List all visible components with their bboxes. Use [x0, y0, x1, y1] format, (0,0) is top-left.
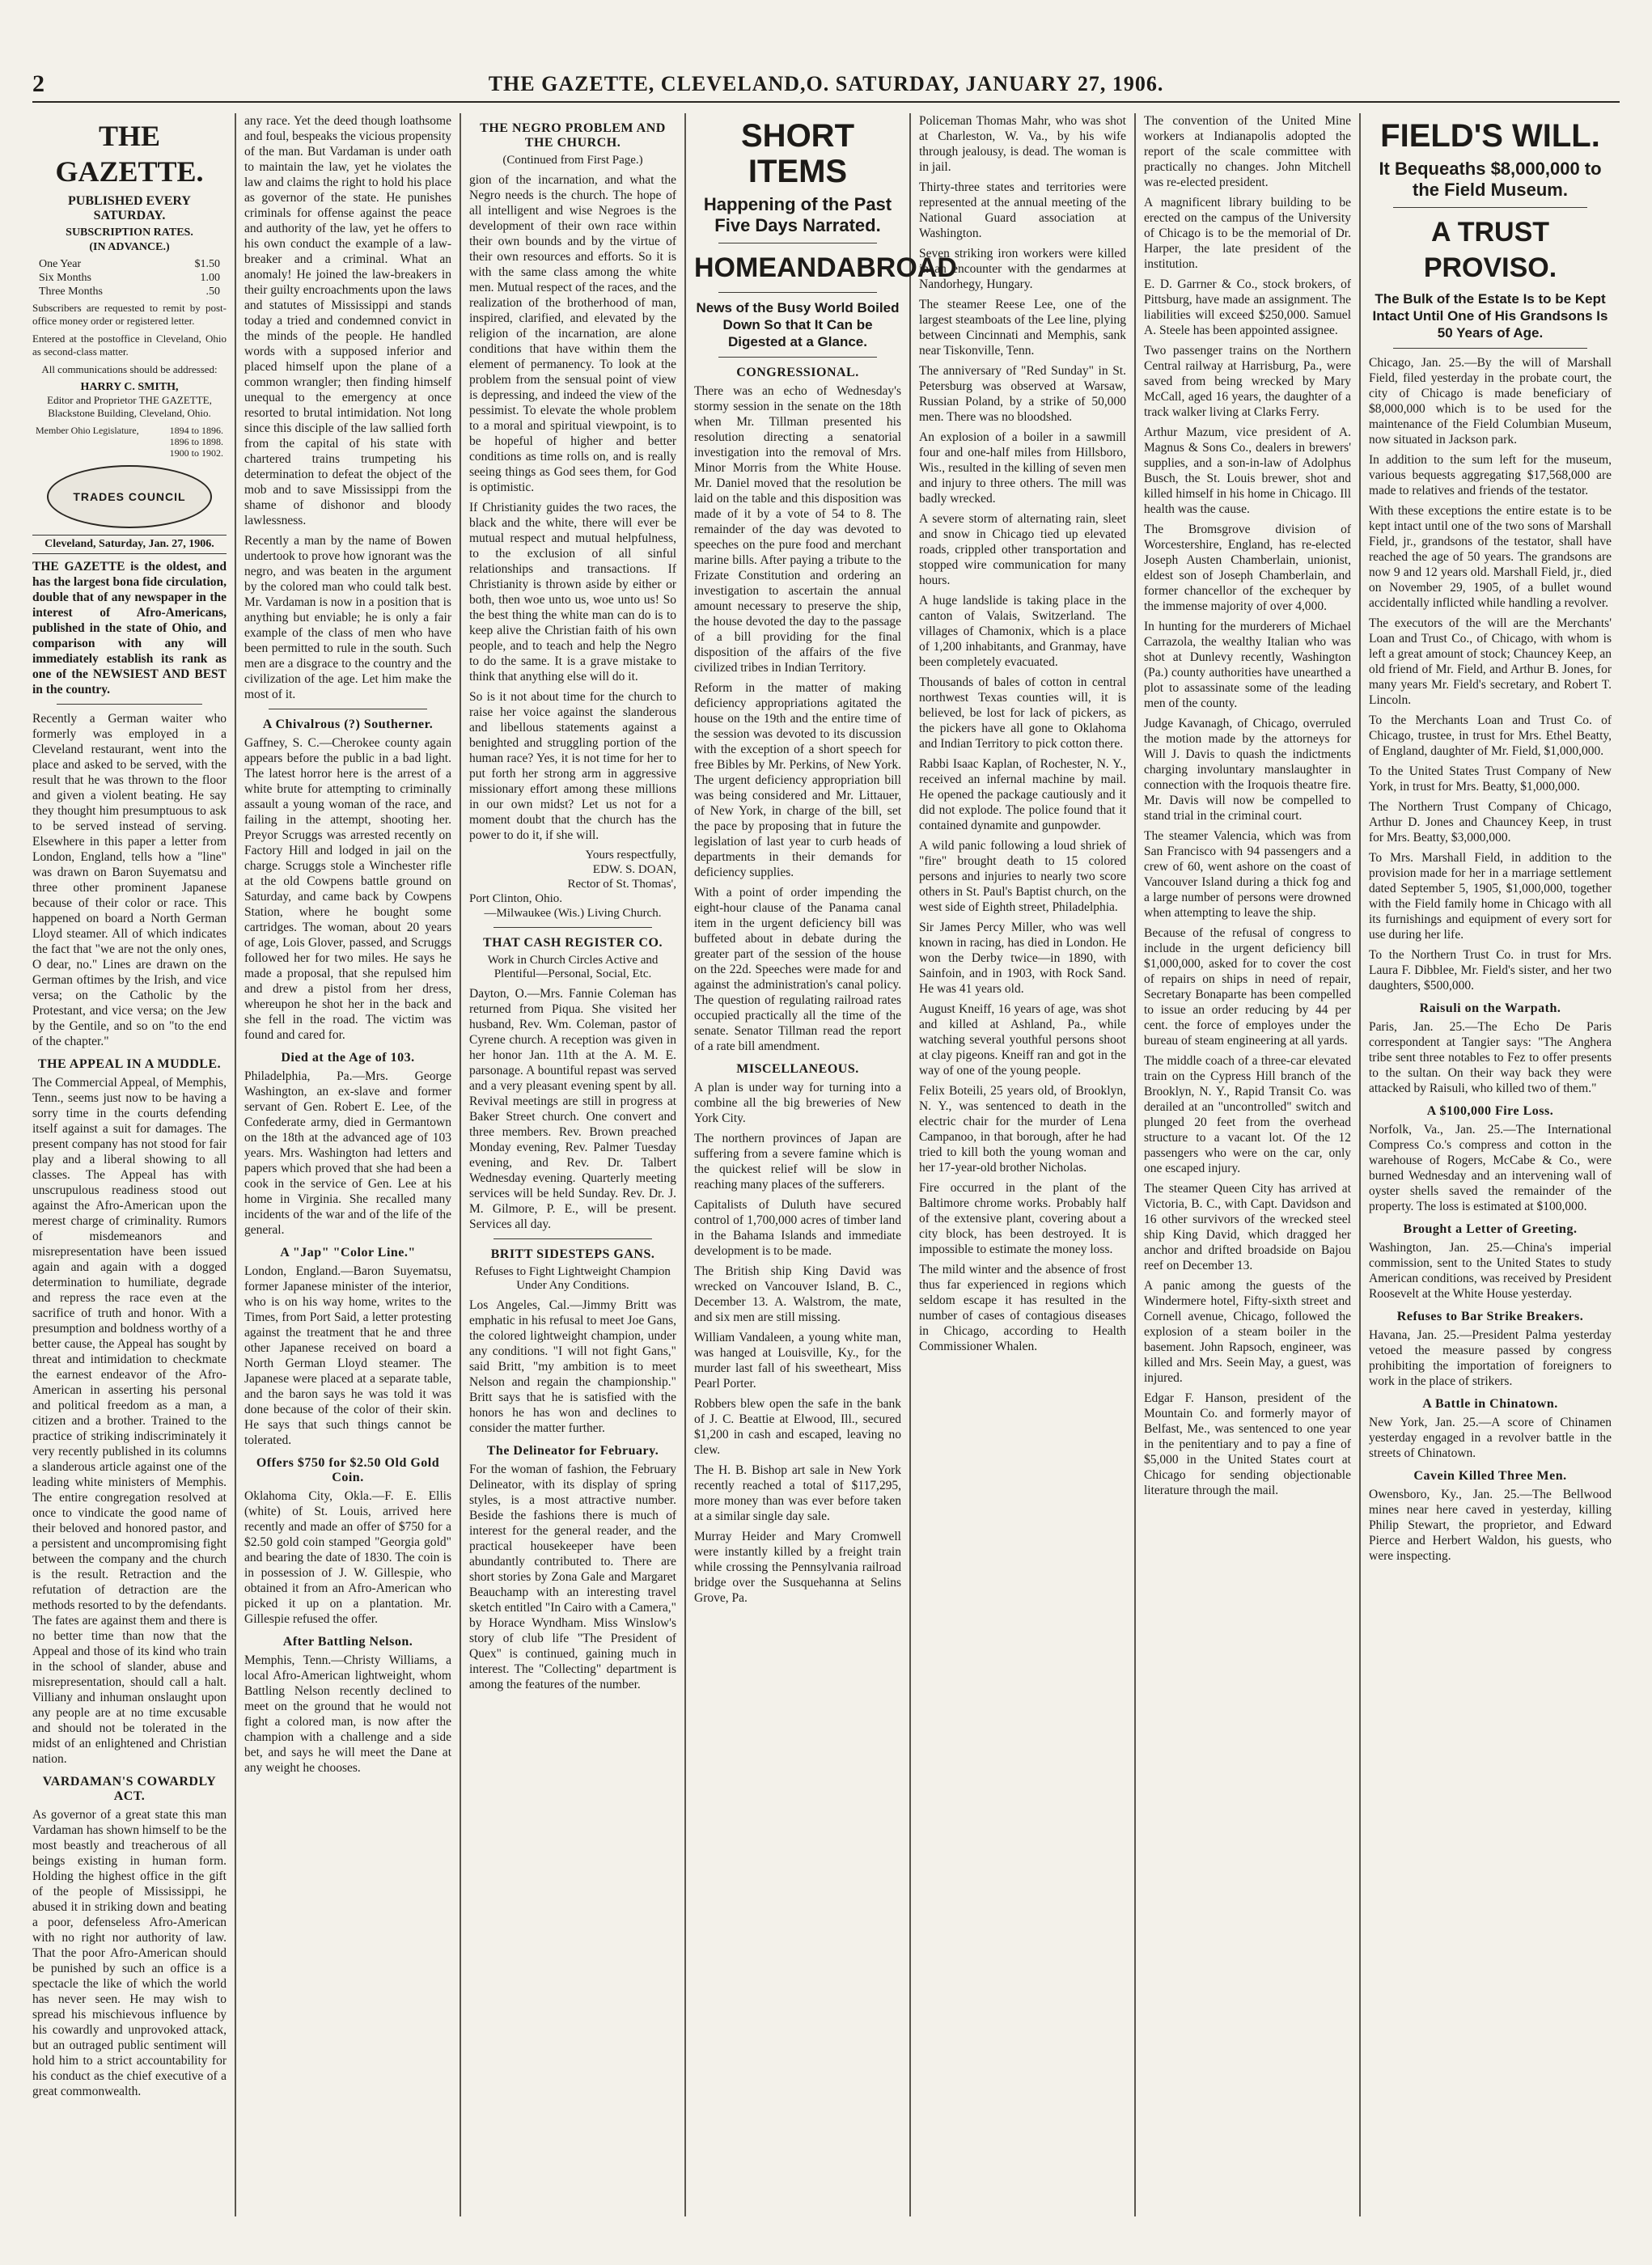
- dateline: Cleveland, Saturday, Jan. 27, 1906.: [32, 535, 227, 554]
- news-item: Murray Heider and Mary Cromwell were instantly killed by a freight train while crossing the Pennsylvania railroad bridge over the Susquehanna at Selins Grove, Pa.: [694, 1530, 901, 1605]
- article-paragraph: The executors of the will are the Merchants' Loan and Trust Co., of Chicago, with whom is left a great amount of stock; Chauncey Keep, an old friend of Mr. Field, and Arthur B. Jones, for many years Mr. Field's secretary, and Robert T. Lincoln.: [1369, 616, 1612, 707]
- editor-name: HARRY C. SMITH,: [80, 381, 179, 393]
- newspaper-page: [32, 69, 1620, 2237]
- news-item: Rabbi Isaac Kaplan, of Rochester, N. Y., received an infernal machine by mail. He opened the package cautiously and it did not explode. The police found that it contained dynamite and gunpowder.: [919, 757, 1126, 832]
- news-item: The convention of the United Mine workers at Indianapolis adopted the report of the scale committee with practically no changes. John Mitchell was re-elected president.: [1144, 114, 1351, 189]
- news-item: A magnificent library building to be erected on the campus of the University of Chicago is to be the memorial of Dr. Harper, the late president of the institution.: [1144, 196, 1351, 271]
- news-item: E. D. Garrner & Co., stock brokers, of Pittsburg, have made an assignment. The liabilities will exceed $250,000. Samuel A. Steele has been appointed assignee.: [1144, 277, 1351, 337]
- article-paragraph: Philadelphia, Pa.—Mrs. George Washington, an ex-slave and former servant of Gen. Robert E. Lee, of the Confederate army, died in Germantown on the 18th at the advanced age of 103 years. Mrs. Washington had letters and papers which proved that she had been a cook in the service of Gen. Lee at his home in Virginia. She recalled many incidents of the war and of the life of the general.: [244, 1069, 451, 1237]
- headline: THE NEGRO PROBLEM AND THE CHURCH.: [480, 121, 666, 150]
- news-item: August Kneiff, 16 years of age, was shot and killed at Ashland, Pa., while watching several youthful persons shoot at clay pigeons. Kneiff ran and got in the way of one of the young people.: [919, 1002, 1126, 1077]
- article-paragraph: Havana, Jan. 25.—President Palma yesterday vetoed the measure passed by congress prohibiting the importation of foreigners to work in the place of strikers.: [1369, 1328, 1612, 1388]
- article-paragraph: If Christianity guides the two races, the black and the white, there will ever be mutual respect and mutual helpfulness, to the exclusion of all sinful relationships and transactions. If Christianity is thrown aside by either or both, then woe unto us, woe unto us! So the best thing the white man can do is to keep alive the Christian faith of his own people, and to teach and help the Negro to do the same. It is a grave mistake to think that anything else will do it.: [469, 501, 676, 684]
- column-1: [32, 113, 227, 2229]
- masthead-title: THE GAZETTE, CLEVELAND,O. SATURDAY, JANUARY 27, 1906.: [488, 72, 1164, 95]
- article-paragraph: Oklahoma City, Okla.—F. E. Ellis (white) of St. Louis, arrived here recently and made an offer of $750 for a $2.50 gold coin stamped "Georgia gold" and bearing the date of 1830. The coin is in possession of J. W. Gillespie, who obtained it from an Afro-American who picked it up on a plantation. Mr. Gillespie refused the offer.: [244, 1489, 451, 1626]
- column-rule: [460, 113, 461, 2216]
- article-paragraph: Reform in the matter of making deficiency appropriations agitated the house on the 19th and the entire time of the session was devoted to its discussion with the exception of a short speech for free Bibles by Mr. Perkins, of New York. The urgent deficiency appropriation bill was being considered and Mr. Littauer, of New York, in charge of the bill, set the pace by proposing that in future the legislation of last year to curb heads of departments in their demands for deficiency supplies.: [694, 681, 901, 879]
- column-7: [1369, 113, 1612, 2229]
- rate-row: One Year $1.50: [39, 258, 220, 270]
- article-paragraph: Recently a man by the name of Bowen undertook to prove how ignorant was the negro, and was beaten in the argument by the colored man who could talk best. Mr. Vardaman is now in a position that is anything but enviable; he is only a fair example of the class of men who have been permitted to rule in the south. Such men are a disgrace to the country and the civilization of the age. Let him make the most of it.: [244, 534, 451, 701]
- article-paragraph: Owensboro, Ky., Jan. 25.—The Bellwood mines near here caved in yesterday, killing Philip Stewart, the proprietor, and Edward Pierce and Herbert Waldon, his guests, who were inspecting.: [1369, 1488, 1612, 1563]
- page-number: 2: [32, 70, 44, 97]
- subheadline: It Bequeaths $8,000,000 to the Field Museum.: [1379, 159, 1602, 200]
- editorial-paragraph: Recently a German waiter who formerly was employed in a Cleveland restaurant, went into the place and asked to be served, with the result that he was thrown to the floor and given a violent beating. He say they thought him presumptuous to ask to be served instead of serving. Elsewhere in this paper a letter from London, England, tells how a "line" was drawn on Baron Suyematsu and three other prominent Japanese because of their color or race. This happened on board a North German Lloyd steamer. All of which indicates the fact that "we are not the only ones, O dear, no." Lines are drawn on the German oftimes by the Irish, and vice versa; on the Catholic by the Protestant, and vice versa; on the Jew by the Gentile, and so on "to the end of the chapter.": [32, 712, 227, 1048]
- legislature-line: Member Ohio Legislature, 1894 to 1896. 1896 to 1898. 1900 to 1902.: [36, 425, 223, 459]
- headline-home-abroad: HOMEANDABROAD: [694, 252, 957, 283]
- headline: A Chivalrous (?) Southerner.: [262, 718, 434, 731]
- article-paragraph: Chicago, Jan. 25.—By the will of Marshall Field, filed yesterday in the probate court, the city of Chicago is made beneficiary of $8,000,000 which is to be used for the maintenance of the Field Columbian Museum, now situated in Jackson park.: [1369, 356, 1612, 447]
- subheadline: Refuses to Fight Lightweight Champion Under Any Conditions.: [475, 1265, 671, 1292]
- news-item: An explosion of a boiler in a sawmill four and one-half miles from Hillsboro, Wis., resulted in the killing of seven men and injury to three others. The mill was badly wrecked.: [919, 430, 1126, 506]
- article-paragraph: gion of the incarnation, and what the Negro needs is the church. The hope of all intelligent and wise Negroes is the development of their own race within their own bounds and by the virtue of their own resources and efforts. So it is with the same class among the white men. Mutual respect of the races, and the realization of the brotherhood of man, inspired, clarified, and elevated by the religion of the incarnation, are alone conditions that have within them the element of permanency. To look at the problem from the sensual point of view is depressing, and indeed the view of the pessimist. To elevate the whole problem to a moral and spiritual viewpoint, is to be hopeful of higher and better conditions as time rolls on, and is really seeing things as God sees them, for God is optimistic.: [469, 173, 676, 494]
- headline: VARDAMAN'S COWARDLY ACT.: [42, 1775, 217, 1803]
- article-paragraph: To the Northern Trust Co. in trust for Mrs. Laura F. Dibblee, Mr. Field's sister, and her two daughters, $500,000.: [1369, 948, 1612, 993]
- signature-location: Port Clinton, Ohio.: [469, 892, 563, 905]
- headline: After Battling Nelson.: [282, 1635, 413, 1649]
- headline: Refuses to Bar Strike Breakers.: [1396, 1310, 1584, 1323]
- section-heading: CONGRESSIONAL.: [736, 366, 859, 379]
- headline: THAT CASH REGISTER CO.: [482, 936, 663, 950]
- subheadline: Happening of the Past Five Days Narrated.: [703, 194, 892, 235]
- article-paragraph: New York, Jan. 25.—A score of Chinamen yesterday engaged in a revolver battle in the streets of Chinatown.: [1369, 1416, 1612, 1460]
- headline: Offers $750 for $2.50 Old Gold Coin.: [256, 1456, 440, 1484]
- column-rule: [1359, 113, 1361, 2216]
- article-paragraph: For the woman of fashion, the February Delineator, with its display of spring styles, is a most attractive number. Beside the fashions there is much of interest for the general reader, and the practical housekeeper have been abundantly contributed to. There are short stories by Zona Gale and Margaret Beauchamp with an interesting travel sketch entitled "In Cairo with a Camera," by Horace Wyndham. Miss Winslow's story of club life "The President of Quex" is continued, gaining much in interest. The "Collecting" department is among the features of the number.: [469, 1463, 676, 1691]
- article-paragraph: Paris, Jan. 25.—The Echo De Paris correspondent at Tangier says: "The Anghera tribe sent three notables to Fez to offer presents to the sultan. On their way back they were attacked by Raisuli, who killed two of them.": [1369, 1020, 1612, 1095]
- published-line: PUBLISHED EVERY SATURDAY.: [68, 194, 191, 222]
- news-item: Edgar F. Hanson, president of the Mountain Co. and formerly mayor of Belfast, Me., was sentenced to one year in the penitentiary and to pay a fine of $5,000 in the United States court at Chicago for sending objectionable literature through the mail.: [1144, 1391, 1351, 1497]
- separator: [57, 704, 202, 705]
- rates-note: Subscribers are requested to remit by post-office money order or registered letter.: [32, 302, 227, 327]
- article-paragraph: There was an echo of Wednesday's stormy session in the senate on the 18th when Mr. Tillman presented his resolution directing a senatorial investigation into the removal of Mrs. Minor Morris from the White House. Mr. Daniel moved that the resolution be laid on the table and this disposition was made of it by a vote of 54 to 8. The remainder of the day was devoted to speeches on the pure food and merchant marine bills. After paying a tribute to the Frizate Constitution and ordering an investigation to ascertain the annual amount necessary to preserve the ship, the house devoted the day to the passage of a bill providing for the final disposition of the affairs of the five civilized tribes in Indian Territory.: [694, 384, 901, 675]
- news-item: In hunting for the murderers of Michael Carrazola, the wealthy Italian who was shot at Dunlevy recently, Washington (Pa.) county authorities have unearthed a plot to assassinate some of the leading men of the county.: [1144, 620, 1351, 710]
- article-paragraph: London, England.—Baron Suyematsu, former Japanese minister of the interior, who is on his way home, writes to the Times, from Port Said, a letter protesting against the treatment that he and three other Japanese received on board a North German Lloyd steamer. The Japanese were placed at a separate table, and the baron says he was told it was done because of the color of their skin. He says that such things cannot be tolerated.: [244, 1264, 451, 1447]
- article-paragraph: So is it not about time for the church to raise her voice against the slanderous and libellous statements against a benighted and struggling portion of the human race? Yes, it is not time for her to put forth her strong arm in aggressive missionary effort among these millions in our own midst? Let us not for a moment doubt that the church has the power to do it, if she will.: [469, 690, 676, 842]
- column-rule: [235, 113, 236, 2216]
- subheadline: News of the Busy World Boiled Down So that It Can be Digested at a Glance.: [696, 300, 900, 349]
- news-item: Thirty-three states and territories were represented at the annual meeting of the National Guard association at Washington.: [919, 180, 1126, 240]
- column-5: [919, 113, 1126, 2229]
- masthead: [32, 69, 1620, 103]
- news-item: Seven striking iron workers were killed in an encounter with the gendarmes at Nandorhegy, Hungary.: [919, 247, 1126, 291]
- article-paragraph: The Northern Trust Company of Chicago, Arthur D. Jones and Chauncey Keep, in trust for Mrs. Beatty, $3,000,000.: [1369, 800, 1612, 845]
- news-item: Because of the refusal of congress to include in the urgent deficiency bill $1,000,000, asked for to cover the cost of repairs on ships in need of repair, Secretary Bonaparte has been compelled to issue an order reducing by 44 per cent. the force of employes under the bureau of steam engineering at all yards.: [1144, 926, 1351, 1048]
- column-rule: [684, 113, 686, 2216]
- news-item: The H. B. Bishop art sale in New York recently reached a total of $117,295, more money than was ever before taken at a similar single day sale.: [694, 1463, 901, 1523]
- article-paragraph: To the United States Trust Company of New York, in trust for Mrs. Beatty, $1,000,000.: [1369, 764, 1612, 794]
- news-item: Judge Kavanagh, of Chicago, overruled the motion made by the attorneys for Will J. Davis to quash the indictments charging involuntary manslaughter in connection with the Iroquois theatre fire. Mr. Davis will now be compelled to stand trial in the criminal court.: [1144, 717, 1351, 823]
- subheadline: (Continued from First Page.): [502, 154, 643, 167]
- column-6: [1144, 113, 1351, 2229]
- headline: Died at the Age of 103.: [281, 1051, 415, 1065]
- news-item: The anniversary of "Red Sunday" in St. Petersburg was observed at Warsaw, Russian Poland, by a strike of 50,000 men. There was no bloodshed.: [919, 364, 1126, 424]
- news-item: Arthur Mazum, vice president of A. Magnus & Sons Co., dealers in brewers' supplies, and a son-in-law of Adolphus Busch, the St. Louis brewer, shot and killed himself in his home in Chicago. Ill health was the cause.: [1144, 425, 1351, 516]
- rates-list: [39, 257, 220, 298]
- article-paragraph: Gaffney, S. C.—Cherokee county again appears before the public in a bad light. The latest horror here is the arrest of a white brute for attempting to criminally assault a young woman of the race, and failing in the attempt, shooting her. Preyor Scruggs was arrested recently on Factory Hill and lodged in jail on the charge. Scruggs stole a Winchester rifle at the old Cowpens battle ground on Saturday, and came back by Cowpens Station, where he bought some cartridges. The woman, about 20 years of age, Lois Glover, passed, and Scruggs followed her for two miles. He says he made a proposal, that she repulsed him and drew a pistol from her dress, whereupon he shot her in the back and she fell in the road. The victim was found and cared for.: [244, 736, 451, 1042]
- news-item: A plan is under way for turning into a combine all the big breweries of New York City.: [694, 1081, 901, 1125]
- headline: THE APPEAL IN A MUDDLE.: [37, 1057, 222, 1071]
- news-item: A huge landslide is taking place in the canton of Valais, Switzerland. The villages of Chamonix, which is a place of 1,200 inhabitants, and Granmay, have been completely evacuated.: [919, 594, 1126, 669]
- headline: Brought a Letter of Greeting.: [1403, 1222, 1578, 1236]
- article-paragraph: To Mrs. Marshall Field, in addition to the provision made for her in a marriage settlement dated September 5, 1905, $1,000,000, together with the Field family home in Chicago with all its furnishings and equipment of every sort for use during her life.: [1369, 851, 1612, 942]
- news-item: The northern provinces of Japan are suffering from a severe famine which is the quickest relief will be slow in reaching many places of the sufferers.: [694, 1132, 901, 1192]
- article-paragraph: As governor of a great state this man Vardaman has shown himself to be the most beastly and treacherous of all beings existing in human form. Holding the highest office in the gift of the people of Mississippi, he abused it in striking down and beating a poor, defenseless Afro-American with no right nor authority of law. That the poor Afro-American should be punished by such an office is a spectacle the like of which the world has never seen. He may wish to spread his mischievous influence by his cowardly and unprovoked attack, but an outraged public sentiment will hold him to a strict accountability for his conduct as the chief executive of a great commonwealth.: [32, 1808, 227, 2098]
- editor-address: Blackstone Building, Cleveland, Ohio.: [48, 407, 211, 419]
- nameplate: THE GAZETTE.: [55, 120, 204, 188]
- headline: BRITT SIDESTEPS GANS.: [490, 1247, 655, 1261]
- news-item: Fire occurred in the plant of the Baltimore chrome works. Probably half of the extensive plant, covering about a city block, has been destroyed. It is impossible to estimate the money loss.: [919, 1181, 1126, 1256]
- news-item: Robbers blew open the safe in the bank of J. C. Beattie at Elwood, Ill., secured $1,200 in cash and escaped, leaving no clew.: [694, 1397, 901, 1457]
- trades-council-emblem: [47, 465, 212, 528]
- article-paragraph: any race. Yet the deed though loathsome and foul, bespeaks the vicious propensity of the man. But Vardaman is under oath to maintain the law, yet he violates the law and claims the right to hold his place as governor of the state. He punishes criminals for offense against the peace and authority of the law, yet he offers to his own conduct the example of a law-breaker and a criminal. What an anomaly! He joined the law-breakers in their guilty encroachments upon the laws and statutes of Mississippi and stands today a tried and condemned convict in the minds of the people. He handled words with a supposed inferior and placed himself upon the plane of a common wrangler; then finding himself unequal to the emergency at once resorted to brutal intimidation. Not long since this disciple of the law sallied forth from the capital of his state with chartered trains trumpeting his determination to defeat the object of the mob and to save Mississippi from the shame of dishonor and bloody lawlessness.: [244, 114, 451, 527]
- rates-heading: SUBSCRIPTION RATES.: [66, 226, 193, 239]
- headline-short-items: SHORT ITEMS: [741, 118, 854, 189]
- circulation-boast: THE GAZETTE is the oldest, and has the largest bona fide circulation, double that of any newspaper in the interest of Afro-Americans, published in the state of Ohio, and comparison with any will immediately establish its rank as one of the NEWSIEST AND BEST in the country.: [32, 560, 227, 696]
- news-item: A panic among the guests of the Windermere hotel, Fifty-sixth street and Cornell avenue, Chicago, followed the explosion of a steam boiler in the basement. John Rapsoch, engineer, was killed and Mrs. Seein May, a guest, was injured.: [1144, 1279, 1351, 1385]
- column-4: [694, 113, 957, 2229]
- news-item: The mild winter and the absence of frost thus far experienced in regions which seldom escape it has resulted in the number of cases of contagious diseases in Chicago, according to Health Commissioner Whalen.: [919, 1263, 1126, 1353]
- news-item: A wild panic following a loud shriek of "fire" brought death to 15 colored persons and injuries to nearly two score others in St. Paul's Baptist church, on the west side of Eighth street, Philadelphia.: [919, 839, 1126, 914]
- emblem-label: TRADES COUNCIL: [73, 490, 186, 503]
- news-item: The Bromsgrove division of Worcestershire, England, has re-elected Joseph Austen Chamberlain, unionist, eldest son of Joseph Chamberlain, and former chancellor of the exchequer by the immense majority of over 4,000.: [1144, 523, 1351, 613]
- news-item: The steamer Valencia, which was from San Francisco with 94 passengers and a crew of 60, went ashore on the coast of Vancouver Island during a thick fog and a large number of persons were drowned when attempting to leave the ship.: [1144, 829, 1351, 920]
- news-item: The middle coach of a three-car elevated train on the Cypress Hill branch of the Brooklyn, N. Y., Rapid Transit Co. was derailed at an "uncontrolled" switch and plunged 20 feet from the overhead structure to a vacant lot. Of the 12 passengers who were on the car, only one escaped injury.: [1144, 1054, 1351, 1175]
- entered-note: Entered at the postoffice in Cleveland, Ohio as second-class matter.: [32, 332, 227, 358]
- news-item: Sir James Percy Miller, who was well known in racing, has died in London. He won the Derby twice—in 1890, with Sainfoin, and in 1903, with Rock Sand. He was 41 years old.: [919, 921, 1126, 996]
- news-item: Capitalists of Duluth have secured control of 1,700,000 acres of timber land in the Bahama Islands and immediate development is to be made.: [694, 1198, 901, 1258]
- article-paragraph: To the Merchants Loan and Trust Co. of Chicago, trustee, in trust for Mrs. Ethel Beatty, of England, daughter of Mr. Field, $1,000,000.: [1369, 713, 1612, 758]
- news-item: Policeman Thomas Mahr, who was shot at Charleston, W. Va., by his wife through jealousy, is dead. The woman is in jail.: [919, 114, 1126, 174]
- separator: [718, 357, 877, 358]
- article-paragraph: In addition to the sum left for the museum, various bequests aggregating $17,568,000 are made to relatives and friends of the testator.: [1369, 453, 1612, 497]
- headline-trust-proviso: A TRUST PROVISO.: [1423, 217, 1557, 283]
- article-paragraph: The Commercial Appeal, of Memphis, Tenn., seems just now to be having a sorry time in the courts defending itself against a suit for damages. The present company has not stood for fair play and a liberal showing to all classes. The Appeal has with unscrupulous readiness stood out against the Afro-American upon the merest charge of criminality. Rumors of misdemeanors and misrepresentation have been issued again and again with a dogged determination to humiliate, degrade and repress the race even at the sacrifice of truth and honor. With a presumption and boldness worthy of a better cause, the Appeal has sought by threat and intimidation to checkmate the earnest endeavor of the Afro-American in asserting his personal and political freedom as a man, a citizen and a brother. Trained to the practice of striking indiscriminately it very recently published in its columns a slanderous article against one of the leading white ministers of Memphis. The entire congregation resolved at once to vindicate the good name of their beloved and honored pastor, and a persistent and uncompromising fight between the company and the church is the result. Retraction and the refutation of detraction are the methods resorted to by the defendants. The fates are against them and there is no better time than now that the Appeal and those of its kind who train in the school of slander, abuse and misrepresentation, should call a halt. Villiany and inhuman onslaught upon any people are at no time excusable and should not be tolerated in the midst of an enlightened and Christian nation.: [32, 1076, 227, 1766]
- news-item: A severe storm of alternating rain, sleet and snow in Chicago tied up elevated roads, crippled other transportation and stopped wire communication for many hours.: [919, 512, 1126, 587]
- separator: [718, 292, 877, 293]
- headline: A $100,000 Fire Loss.: [1426, 1104, 1554, 1118]
- headline-fields-will: FIELD'S WILL.: [1380, 118, 1600, 154]
- article-paragraph: Los Angeles, Cal.—Jimmy Britt was emphatic in his refusal to meet Joe Gans, the colored lightweight champion, under any conditions. "I will not fight Gans," said Britt, "my ambition is to meet Nelson and regain the championship." Britt says that he is satisfied with the honors he has won and declines to consider the matter further.: [469, 1298, 676, 1435]
- rate-row: Six Months 1.00: [39, 272, 220, 284]
- news-item: Thousands of bales of cotton in central northwest Texas counties will, it is believed, be lost for lack of pickers, as the pickers have all gone to Oklahoma and Indian Territory to pick cotton there.: [919, 675, 1126, 751]
- news-item: Two passenger trains on the Northern Central railway at Harrisburg, Pa., were saved from being wrecked by Mary McCall, aged 16 years, the daughter of a track walker living at Clarks Ferry.: [1144, 344, 1351, 419]
- separator: [1393, 348, 1587, 349]
- signature-block: Yours respectfully, EDW. S. DOAN, Rector of St. Thomas',: [567, 849, 676, 891]
- separator: [493, 1238, 652, 1239]
- news-item: Felix Boteili, 25 years old, of Brooklyn, N. Y., was sentenced to death in the electric chair for the murder of Lena Campanoo, in that borough, after he had tried to kill both the young woman and her 17-year-old brother Nicholas.: [919, 1084, 1126, 1175]
- article-paragraph: Norfolk, Va., Jan. 25.—The International Compress Co.'s compress and cotton in the warehouse of Rogers, McCabe & Co., were burned Wednesday and an intervening wall of oyster shells saved the remainder of the property. The loss is estimated at $100,000.: [1369, 1123, 1612, 1213]
- column-2: [244, 113, 451, 2229]
- in-advance: (IN ADVANCE.): [89, 241, 170, 253]
- rate-row: Three Months .50: [39, 286, 220, 298]
- column-rule: [1134, 113, 1136, 2216]
- separator: [1393, 207, 1587, 208]
- headline: Cavein Killed Three Men.: [1413, 1469, 1567, 1483]
- news-item: William Vandaleen, a young white man, was hanged at Louisville, Ky., for the murder last fall of his sweetheart, Miss Pearl Porter.: [694, 1331, 901, 1391]
- headline: A Battle in Chinatown.: [1422, 1397, 1558, 1411]
- headline: The Delineator for February.: [486, 1444, 659, 1458]
- article-paragraph: With these exceptions the entire estate is to be kept intact until one of the two sons of Marshall Field, jr., grandsons of the testator, shall have reached the age of 50 years. The grandsons are now 9 and 12 years old. Marshall Field, jr., died on November 29, 1905, of a bullet wound accidentally inflicted while handling a revolver.: [1369, 504, 1612, 610]
- communications-note: All communications should be addressed:: [41, 363, 218, 375]
- editor-title: Editor and Proprietor THE GAZETTE,: [47, 394, 212, 406]
- article-paragraph: Dayton, O.—Mrs. Fannie Coleman has returned from Piqua. She visited her husband, Rev. Wm. Coleman, pastor of Cyrene church. A reception was given in her honor Jan. 11th at the A. M. E. parsonage. A bountiful repast was served and a very pleasant evening spent by all. Revival meetings are still in progress at Baker Street church. One convert and three members. Rev. Brown preached Monday evening, Rev. Palmer Tuesday evening, and Rev. Dr. Talbert Wednesday evening. Quarterly meeting services will be held Sunday. Rev. Dr. J. M. Gilmore, P. E., will be present. Services all day.: [469, 987, 676, 1231]
- column-3: [469, 113, 676, 2229]
- article-paragraph: Memphis, Tenn.—Christy Williams, a local Afro-American lightweight, whom Battling Nelson recently declined to meet on the ground that he would not fight a colored man, is now after the champion with a challenge and a side bet, and says he will meet the Dane at any weight he chooses.: [244, 1653, 451, 1775]
- column-rule: [909, 113, 911, 2216]
- article-paragraph: Washington, Jan. 25.—China's imperial commission, sent to the United States to study American conditions, was received by President Roosevelt at the White House yesterday.: [1369, 1241, 1612, 1301]
- article-paragraph: With a point of order impending the eight-hour clause of the Panama canal item in the urgent deficiency bill was buffeted about in debate during the greater part of the session of the house on the 22d. Speeches were made for and against the administration's canal policy. The question of regulating railroad rates occupied practically all the time of the senate. Senator Tillman read the report of a rate bill amendment.: [694, 886, 901, 1053]
- section-heading: MISCELLANEOUS.: [736, 1062, 859, 1076]
- news-item: The British ship King David was wrecked on Vancouver Island, B. C., December 13. A. Walstrom, the mate, and six men are still missing.: [694, 1264, 901, 1324]
- news-item: The steamer Queen City has arrived at Victoria, B. C., with Capt. Davidson and 16 other survivors of the wrecked steel ship King David, which dragged her anchor and drifted broadside on Bajou reef on December 13.: [1144, 1182, 1351, 1272]
- source-credit: —Milwaukee (Wis.) Living Church.: [484, 907, 662, 920]
- news-item: The steamer Reese Lee, one of the largest steamboats of the Lee line, plying between Cincinnati and Memphis, sank near Tiskonville, Tenn.: [919, 298, 1126, 358]
- subheadline: Work in Church Circles Active and Plentiful—Personal, Social, Etc.: [487, 954, 659, 980]
- subheadline: The Bulk of the Estate Is to be Kept Intact Until One of His Grandsons Is 50 Years of Age.: [1372, 291, 1608, 341]
- headline: Raisuli on the Warpath.: [1419, 1001, 1561, 1015]
- headline: A "Jap" "Color Line.": [280, 1246, 416, 1260]
- separator: [493, 927, 652, 928]
